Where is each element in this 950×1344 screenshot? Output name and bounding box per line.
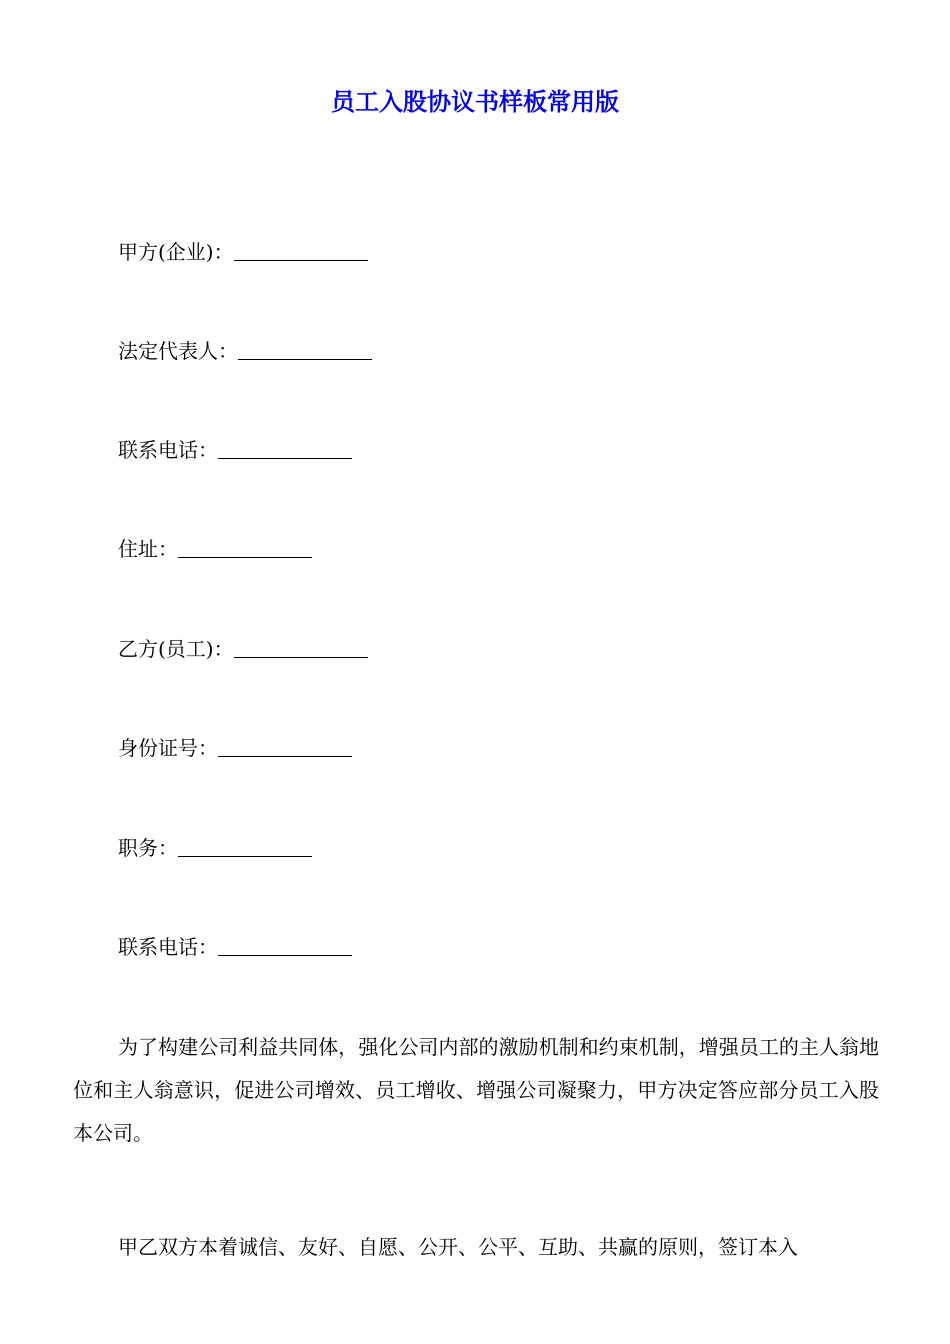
body-paragraph-purpose: 为了构建公司利益共同体，强化公司内部的激励机制和约束机制，增强员工的主人翁地位和主人翁意识，促进公司增效、员工增收、增强公司凝聚力，甲方决定答应部分员工入股本公司。 [73,1035,879,1145]
fill-in-blank [218,929,352,956]
body-paragraph-principles: 甲乙双方本着诚信、友好、自愿、公开、公平、互助、共赢的原则，签订本入 [118,1235,798,1259]
field-label: 法定代表人： [118,339,238,363]
fill-in-blank [218,730,352,757]
field-party-a-phone [118,432,352,468]
field-id-number [118,730,352,766]
field-legal-representative [118,333,372,369]
field-label: 联系电话： [118,438,218,462]
field-party-b [118,631,368,667]
field-label: 身份证号： [118,736,218,760]
fill-in-blank [238,333,372,360]
field-label: 职务： [118,836,178,860]
field-label: 联系电话： [118,935,218,959]
fill-in-blank [218,432,352,459]
fill-in-blank [178,830,312,857]
field-party-b-phone [118,929,352,965]
field-label: 乙方(员工)： [118,637,234,661]
field-party-a [118,234,368,270]
field-label: 住址： [118,537,178,561]
fill-in-blank [234,234,368,261]
field-label: 甲方(企业)： [118,240,234,264]
field-address [118,531,312,567]
fill-in-blank [234,631,368,658]
document-title: 员工入股协议书样板常用版 [331,88,619,116]
field-position [118,830,312,866]
fill-in-blank [178,531,312,558]
